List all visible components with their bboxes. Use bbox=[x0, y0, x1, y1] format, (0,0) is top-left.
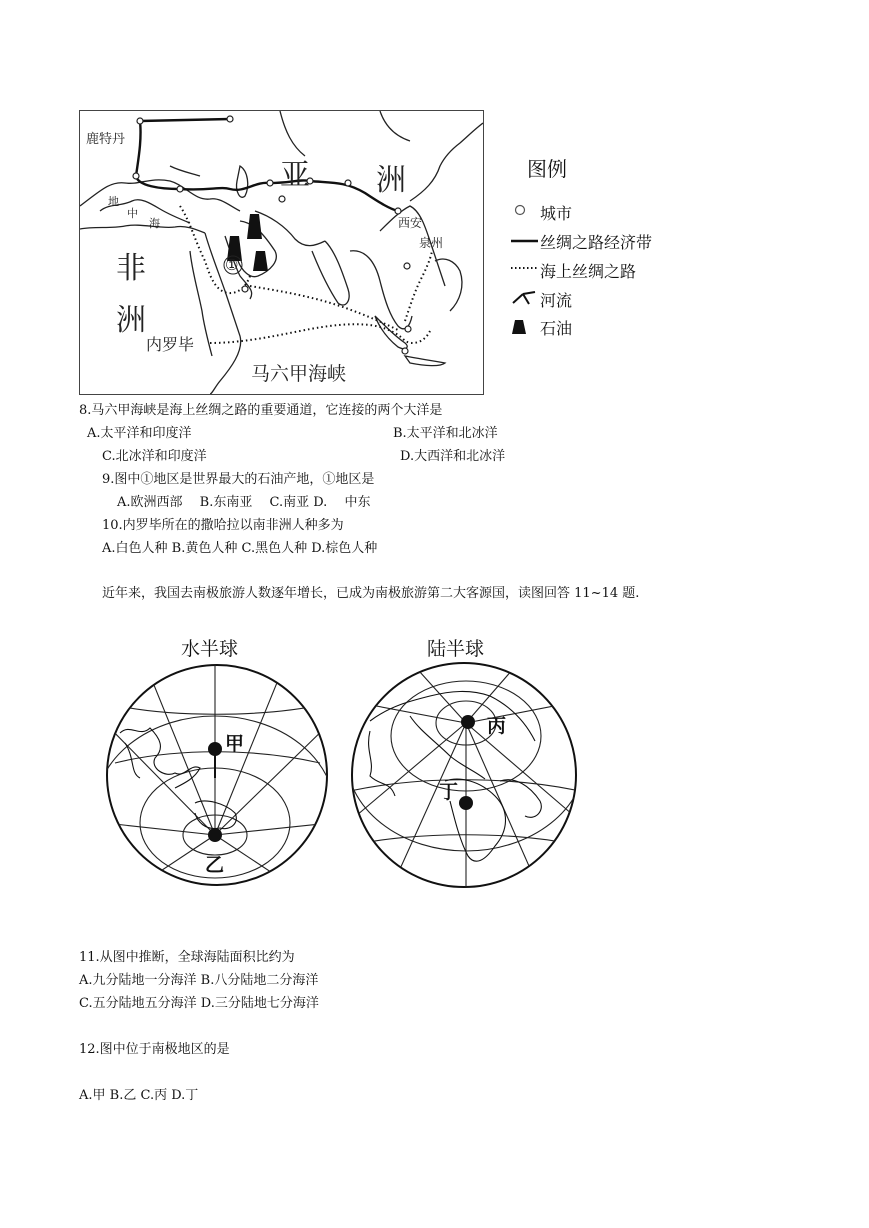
q10-options: A.白色人种 B.黄色人种 C.黑色人种 D.棕色人种 bbox=[102, 541, 378, 556]
legend-title: 图例 bbox=[527, 157, 567, 181]
legend-label-silk-belt: 丝绸之路经济带 bbox=[540, 233, 653, 252]
q8-option-d: D.大西洋和北冰洋 bbox=[400, 449, 506, 464]
legend-label-oil: 石油 bbox=[540, 319, 573, 338]
point-jia bbox=[208, 742, 222, 756]
label-africa-2: 洲 bbox=[116, 303, 146, 338]
label-ding: 丁 bbox=[439, 781, 459, 803]
q9-stem: 9.图中①地区是世界最大的石油产地，①地区是 bbox=[102, 472, 375, 487]
label-region-one: ① bbox=[225, 256, 239, 274]
label-xian: 西安 bbox=[398, 216, 423, 230]
q11-options-line1: A.九分陆地一分海洋 B.八分陆地二分海洋 bbox=[79, 973, 319, 988]
legend-label-river: 河流 bbox=[540, 291, 573, 310]
q11-options-line2: C.五分陆地五分海洋 D.三分陆地七分海洋 bbox=[79, 996, 319, 1011]
point-ding bbox=[459, 796, 473, 810]
land-hemisphere-title: 陆半球 bbox=[427, 638, 485, 660]
label-asia-2: 洲 bbox=[376, 163, 406, 198]
label-nairobi: 内罗毕 bbox=[146, 335, 195, 354]
label-med-1: 地 bbox=[108, 195, 119, 208]
q11-stem: 11.从图中推断，全球海陆面积比约为 bbox=[79, 950, 295, 965]
river-icon bbox=[513, 292, 535, 304]
label-malacca: 马六甲海峡 bbox=[251, 363, 347, 385]
point-yi bbox=[208, 828, 222, 842]
label-med-3: 海 bbox=[149, 217, 160, 230]
q8-option-c: C.北冰洋和印度洋 bbox=[102, 449, 207, 464]
legend-label-maritime: 海上丝绸之路 bbox=[540, 262, 637, 281]
label-quanzhou: 泉州 bbox=[419, 236, 444, 250]
map-legend bbox=[511, 198, 731, 348]
label-asia-1: 亚 bbox=[280, 158, 310, 193]
q12-options: A.甲 B.乙 C.丙 D.丁 bbox=[79, 1088, 199, 1103]
legend-icons bbox=[511, 198, 541, 348]
point-bing bbox=[461, 715, 475, 729]
q8-option-a: A.太平洋和印度洋 bbox=[87, 426, 192, 441]
q9-options: A.欧洲西部 B.东南亚 C.南亚 D. 中东 bbox=[117, 495, 371, 510]
label-rotterdam: 鹿特丹 bbox=[86, 132, 126, 147]
label-med-2: 中 bbox=[127, 207, 138, 220]
legend-label-city: 城市 bbox=[540, 204, 573, 223]
label-yi: 乙 bbox=[205, 854, 225, 876]
label-jia: 甲 bbox=[225, 733, 245, 755]
label-bing: 丙 bbox=[487, 715, 507, 737]
intro-text: 近年来，我国去南极旅游人数逐年增长，已成为南极旅游第二大客源国，读图回答 11~14 题. bbox=[102, 586, 640, 601]
oil-icon bbox=[512, 320, 526, 334]
q8-option-b: B.太平洋和北冰洋 bbox=[393, 426, 498, 441]
city-icon bbox=[516, 206, 525, 215]
q10-stem: 10.内罗毕所在的撒哈拉以南非洲人种多为 bbox=[102, 518, 344, 533]
silk-road-map bbox=[79, 110, 484, 395]
q8-stem: 8.马六甲海峡是海上丝绸之路的重要通道，它连接的两个大洋是 bbox=[79, 403, 443, 418]
water-hemisphere-title: 水半球 bbox=[181, 638, 239, 660]
land-hemisphere-globe bbox=[350, 661, 580, 891]
q12-stem: 12.图中位于南极地区的是 bbox=[79, 1042, 230, 1057]
label-africa-1: 非 bbox=[116, 251, 146, 286]
